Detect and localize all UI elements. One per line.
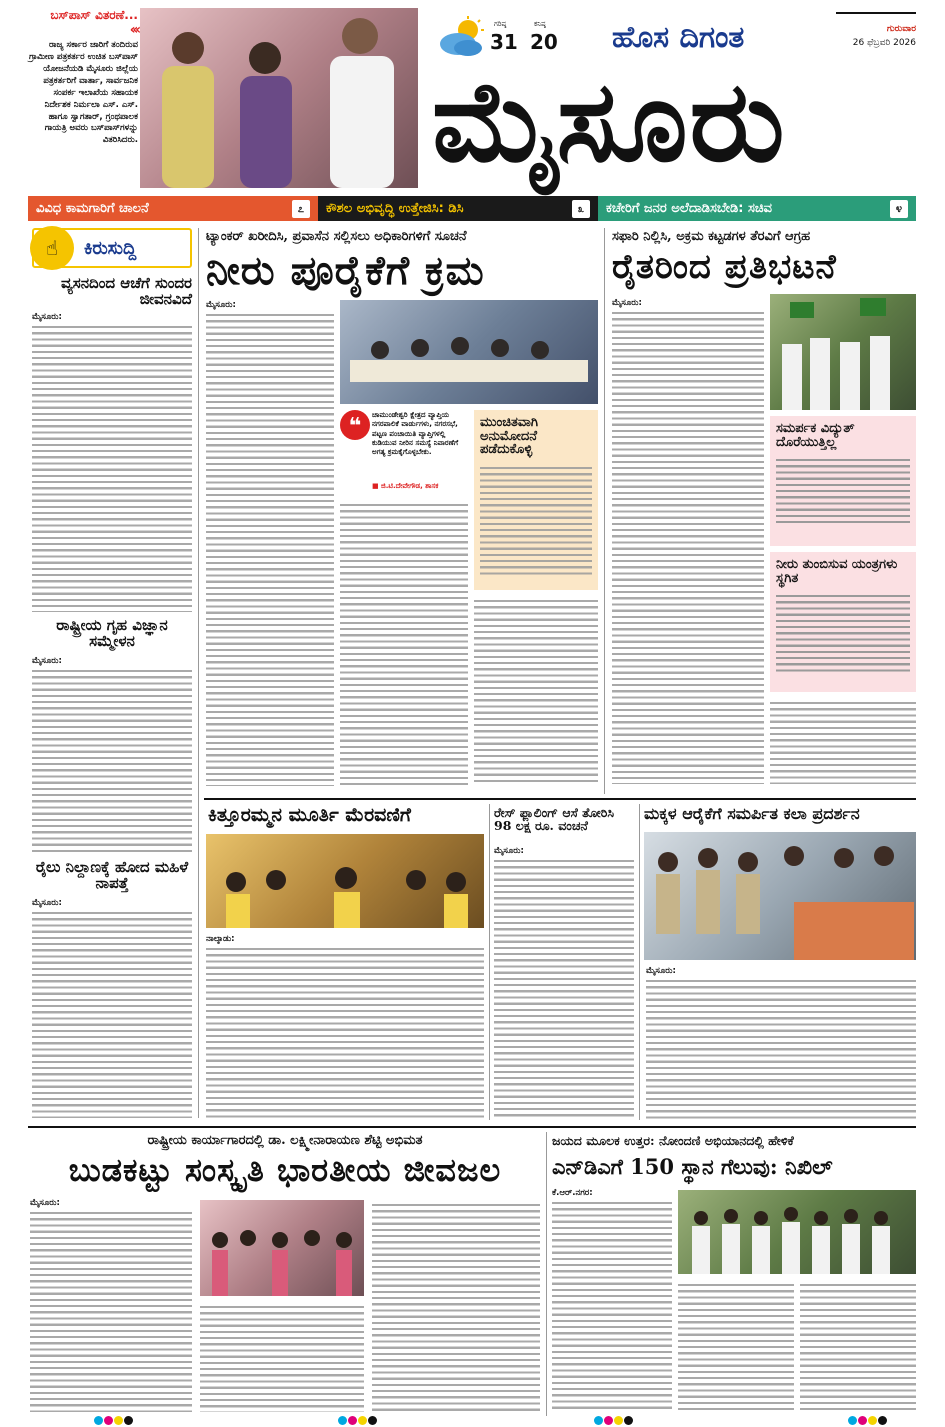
award-photo-icon: [200, 1200, 364, 1296]
nikhil-body-col-2: [678, 1280, 794, 1412]
meeting-photo-icon: [340, 300, 598, 404]
water-byline: ಮೈಸೂರು:: [206, 300, 236, 310]
art-body: [646, 976, 916, 1120]
registration-mark: [348, 1416, 357, 1425]
min-temp: 20: [530, 30, 558, 54]
kiru-item-2-byline: ಮೈಸೂರು:: [32, 656, 62, 666]
registration-mark: [878, 1416, 887, 1425]
registration-mark: [358, 1416, 367, 1425]
nikhil-byline: ಕೆ.ಆರ್.ನಗರ:: [552, 1188, 593, 1198]
people-photo-icon: [140, 8, 418, 188]
registration-mark: [868, 1416, 877, 1425]
water-body-col-1: [206, 310, 334, 786]
section-rule-bottom: [28, 1126, 916, 1128]
tribal-body-col-1: [30, 1208, 192, 1412]
chevron-icon: ‹‹‹: [129, 22, 138, 39]
issue-day: ಗುರುವಾರ: [886, 24, 916, 34]
top-story-text-block: [28, 8, 138, 188]
registration-mark: [848, 1416, 857, 1425]
farmers-headline: ರೈತರಿಂದ ಪ್ರತಿಭಟನೆ: [612, 247, 837, 287]
kiru-item-1-byline: ಮೈಸೂರು:: [32, 312, 62, 322]
max-temp: 31: [490, 30, 518, 54]
nikhil-rally-photo: [678, 1190, 916, 1274]
nikhil-body-col-3: [800, 1280, 916, 1412]
water-quote-text: ಚಾಮುಂಡೇಶ್ವರಿ ಕ್ಷೇತ್ರದ ವ್ಯಾಪ್ತಿಯ ನಗರಪಾಲಿಕೆ ವಾರ್ಡುಗಳು, ನಗರಸಭೆ, ಪಟ್ಟಣ ಪಂಚಾಯಿತಿ ವ್ಯಾಪ್ತಿಗಳಲ್ಲಿ ಕುಡಿಯುವ ನೀರಿನ ಸಮಸ್ಯೆ ನಿವಾರಣೆಗೆ ಅಗತ್ಯ ಕ್ರಮಕೈಗೊಳ್ಳಬೇಕು.: [372, 410, 459, 457]
race-byline: ಮೈಸೂರು:: [494, 846, 524, 856]
race-body: [494, 856, 634, 1120]
section-rule-mid: [204, 798, 916, 800]
art-headline: ಮಕ್ಕಳ ಆರೈಕೆಗೆ ಸಮರ್ಪಿತ ಕಲಾ ಪ್ರದರ್ಶನ: [644, 804, 860, 823]
farmers-box-2-title: ನೀರು ತುಂಬಿಸುವ ಯಂತ್ರಗಳು ಸ್ಥಗಿತ: [776, 557, 898, 586]
issue-date: 26 ಫೆಬ್ರವರಿ 2026: [852, 38, 916, 48]
registration-mark: [114, 1416, 123, 1425]
kiru-item-2-title: ರಾಷ್ಟ್ರೀಯ ಗೃಹ ವಿಜ್ಞಾನ ಸಮ್ಮೇಳನ: [56, 616, 168, 650]
registration-mark: [104, 1416, 113, 1425]
registration-mark: [338, 1416, 347, 1425]
kiru-item-1-title: ವ್ಯಸನದಿಂದ ಆಚೆಗೆ ಸುಂದರ ಜೀವನವಿದೆ: [61, 274, 192, 308]
tribal-byline: ಮೈಸೂರು:: [30, 1198, 60, 1208]
top-story-text: ರಾಜ್ಯ ಸರ್ಕಾರ ಜಾರಿಗೆ ತಂದಿರುವ ಗ್ರಾಮೀಣ ಪತ್ರಕರ್ತರ ಉಚಿತ ಬಸ್‌ಪಾಸ್ ಯೋಜನೆಯಡಿ ಮೈಸೂರು ಜಿಲ್ಲೆಯ ಪತ್ರಕರ್ತರಿಗೆ ವಾರ್ತಾ, ಸಾರ್ವಜನಿಕ ಸಂಪರ್ಕ ಇಲಾಖೆಯ ಸಹಾಯಕ ನಿರ್ದೇಶಕ ನಿರ್ಮಲಾ ಎಸ್. ಎಸ್. ಹಾಗೂ ಸ್ವಾಗತಾರ್, ಗ್ರಂಥಪಾಲಕ ಗಾಯತ್ರಿ ಅವರು ಬಸ್‌ಪಾಸ್‌ಗಳನ್ನು ವಿತರಿಸಿದರು.: [28, 40, 138, 146]
registration-mark: [594, 1416, 603, 1425]
rally-photo-icon: [678, 1190, 916, 1274]
weather-widget: [438, 16, 570, 60]
min-temp-label: ಕನಿಷ್ಠ: [534, 20, 546, 28]
farmers-box-1-title: ಸಮರ್ಪಕ ವಿದ್ಯುತ್ ದೊರೆಯುತ್ತಿಲ್ಲ: [776, 421, 855, 450]
kittur-procession-photo: [206, 834, 484, 928]
index-item-3[interactable]: ಕಚೇರಿಗೆ ಜನರ ಅಲೆದಾಡಿಸಬೇಡಿ: ಸಚಿವ ೪: [598, 196, 916, 221]
registration-mark: [124, 1416, 133, 1425]
kittur-byline: ನಾಲ್ಕಾಡು:: [206, 934, 235, 944]
race-headline: ರೇಸ್ ಫ್ಲಾಲಿಂಗ್ ಆಸೆ ತೋರಿಸಿ 98 ಲಕ್ಷ ರೂ. ವಂಚನೆ: [494, 805, 615, 834]
index-item-1[interactable]: ವಿವಿಧ ಕಾಮಗಾರಿಗೆ ಚಾಲನೆ ೭: [28, 196, 318, 221]
tribal-body-col-2: [200, 1302, 364, 1412]
index-strip: [28, 196, 916, 221]
farmers-box-2: [770, 552, 916, 692]
kiru-item-2-body: [32, 666, 192, 852]
kiru-suddi-banner: [32, 228, 192, 268]
water-body-col-2: [340, 500, 468, 786]
water-headline: ನೀರು ಪೂರೈಕೆಗೆ ಕ್ರಮ: [206, 247, 485, 294]
water-body-col-3: [474, 596, 598, 786]
water-sidebar-box: [474, 410, 598, 590]
farmers-box-1-body: [776, 455, 910, 527]
hand-icon: ☝: [30, 226, 74, 270]
registration-mark: [94, 1416, 103, 1425]
nikhil-body-col-1: [552, 1198, 672, 1412]
nikhil-kicker: ಜಯದ ಮೂಲಕ ಉತ್ತರ: ನೋಂದಣಿ ಅಭಿಯಾನದಲ್ಲಿ ಹೇಳಿಕೆ: [552, 1133, 794, 1148]
registration-mark: [858, 1416, 867, 1425]
farmers-body-col-1: [612, 308, 764, 784]
top-story-photo: [140, 8, 418, 188]
newspaper-brand: ಹೊಸ ದಿಗಂತ: [612, 20, 745, 55]
quote-mark-icon: ❝: [340, 410, 370, 440]
tribal-event-photo: [200, 1200, 364, 1296]
farmers-kicker: ಸಫಾರಿ ನಿಲ್ಲಿಸಿ, ಅಕ್ರಮ ಕಟ್ಟಡಗಳ ತೆರವಿಗೆ ಆಗ್ರಹ: [612, 229, 811, 244]
column-divider-bottom: [546, 1132, 547, 1416]
index-item-2[interactable]: ಕೌಶಲ ಅಭಿವೃದ್ಧಿ ಉತ್ತೇಜಿಸಿ: ಡಿಸಿ ೩: [318, 196, 598, 221]
nikhil-headline: ಎನ್‌ಡಿಎಗೆ 150 ಸ್ಥಾನ ಗೆಲುವು: ನಿಖಿಲ್: [552, 1154, 833, 1179]
kiru-item-3-body: [32, 908, 192, 1118]
registration-mark: [604, 1416, 613, 1425]
partly-cloudy-icon: [438, 16, 488, 60]
registration-mark: [624, 1416, 633, 1425]
max-temp-label: ಗರಿಷ್ಠ: [494, 20, 507, 28]
exhibition-photo-icon: [644, 832, 916, 960]
masthead-rule: [836, 12, 916, 14]
tribal-headline: ಬುಡಕಟ್ಟು ಸಂಸ್ಕೃತಿ ಭಾರತೀಯ ಜೀವಜಲ: [68, 1151, 502, 1189]
art-byline: ಮೈಸೂರು:: [646, 966, 676, 976]
kiru-item-1-body: [32, 322, 192, 612]
water-quote-box: [340, 410, 468, 496]
water-sidebar-body: [480, 463, 592, 575]
water-meeting-photo: [340, 300, 598, 404]
procession-photo-icon: [206, 834, 484, 928]
column-divider-race: [639, 804, 640, 1120]
tribal-kicker: ರಾಷ್ಟ್ರೀಯ ಕಾರ್ಯಾಗಾರದಲ್ಲಿ ಡಾ. ಲಕ್ಷ್ಮೀನಾರಾಯಣ ಶೆಟ್ಟಿ ಅಭಿಮತ: [147, 1133, 423, 1148]
top-story-tag: ಬಸ್‌ಪಾಸ್ ವಿತರಣೆ...: [50, 8, 138, 22]
farmers-byline: ಮೈಸೂರು:: [612, 298, 642, 308]
water-kicker: ಟ್ಯಾಂಕರ್ ಖರೀದಿಸಿ, ಪ್ರವಾಸೆನ ಸಲ್ಲಿಸಲು ಅಧಿಕಾರಿಗಳಿಗೆ ಸೂಚನೆ: [206, 229, 467, 244]
art-exhibition-photo: [644, 832, 916, 960]
edition-title: ಮೈಸೂರು: [432, 56, 787, 187]
kiru-item-3-title: ರೈಲು ನಿಲ್ದಾಣಕ್ಕೆ ಹೋದ ಮಹಿಳೆ ನಾಪತ್ತೆ: [35, 858, 189, 892]
column-divider-mid: [604, 228, 605, 794]
tribal-body-col-3: [372, 1200, 540, 1412]
farmers-box-2-body: [776, 591, 910, 673]
farmers-box-1: [770, 416, 916, 546]
kittur-body: [206, 944, 484, 1120]
protest-photo-icon: [770, 294, 916, 410]
kiru-item-3-byline: ಮೈಸೂರು:: [32, 898, 62, 908]
column-divider-left: [198, 228, 199, 1118]
kiru-suddi-label: ಕಿರುಸುದ್ದಿ: [84, 238, 137, 259]
water-sidebar-title: ಮುಂಚಿತವಾಗಿ ಅನುಮೋದನೆ ಪಡೆದುಕೊಳ್ಳಿ: [480, 415, 538, 458]
registration-mark: [614, 1416, 623, 1425]
farmers-protest-photo: [770, 294, 916, 410]
water-quote-author: ■ ಜಿ.ಟಿ.ದೇವೇಗೌಡ, ಶಾಸಕ: [372, 482, 439, 490]
farmers-body-col-2: [770, 698, 916, 784]
kittur-headline: ಕಿತ್ತೂರಮ್ಮನ ಮೂರ್ತಿ ಮೆರವಣಿಗೆ: [208, 804, 411, 826]
registration-mark: [368, 1416, 377, 1425]
column-divider-kittur: [489, 804, 490, 1120]
